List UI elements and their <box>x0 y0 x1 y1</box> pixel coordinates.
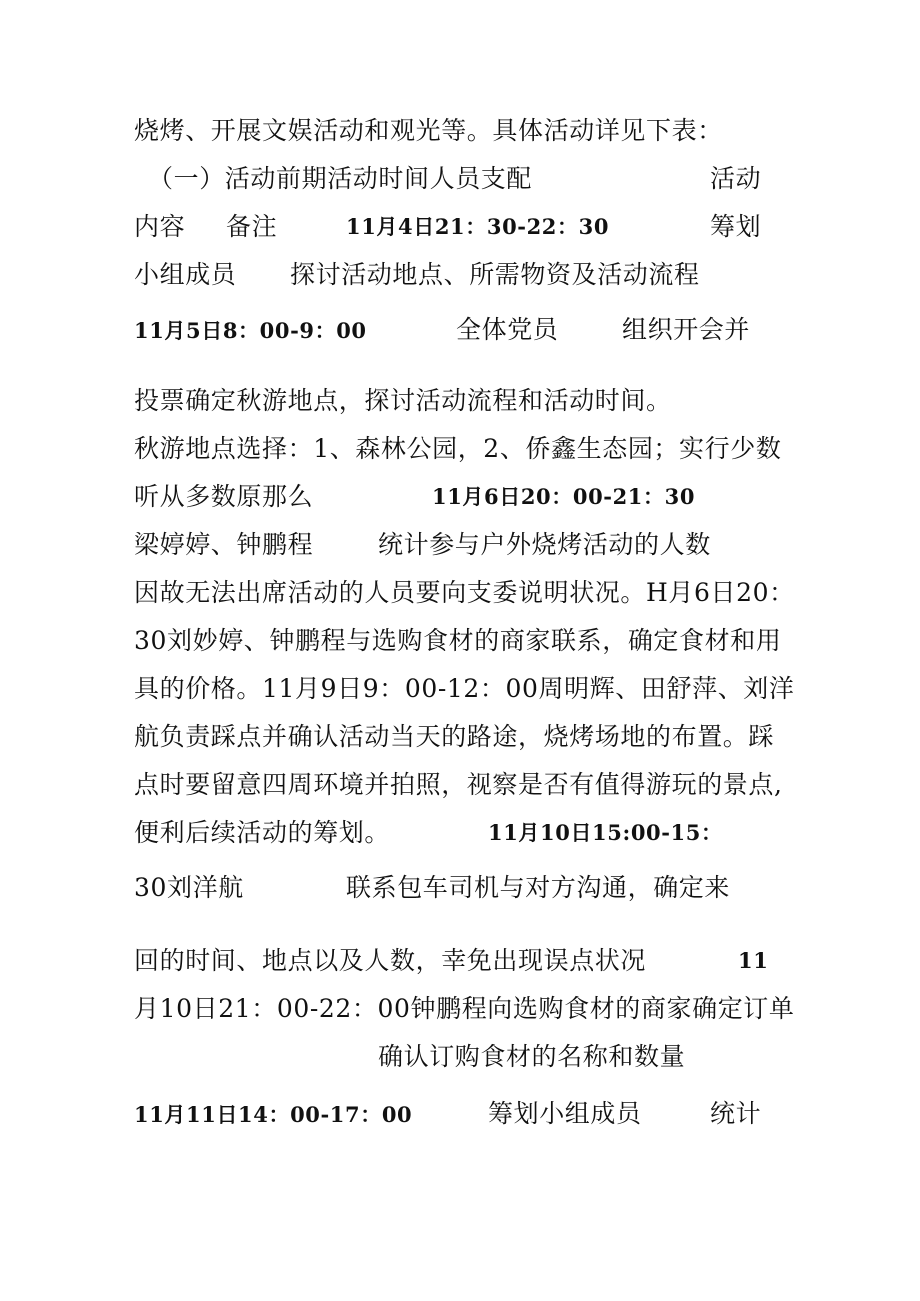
text-segment: 11 <box>738 948 769 973</box>
text-segment: 确认订购食材的名称和数量 <box>378 1042 686 1071</box>
text-segment: 统计 <box>710 1099 762 1128</box>
text-segment: 月10日21：00-22：00钟鹏程向选购食材的商家确定订单 <box>134 994 795 1023</box>
text-segment: 筹划 <box>710 212 762 241</box>
text-line-1 <box>134 114 723 148</box>
text-segment: 联系包车司机与对方沟通，确定来 <box>346 873 731 902</box>
text-segment: 回的时间、地点以及人数，幸免出现误点状况 <box>134 946 647 975</box>
text-line-13 <box>134 720 774 754</box>
time-range: 11月4日21：30-22：30 <box>346 214 610 239</box>
text-segment: 具的价格。11月9日9：00-12：00周明辉、田舒萍、刘洋 <box>134 674 795 703</box>
text-segment: 便利后续活动的筹划。 <box>134 818 391 847</box>
text-segment: 内容 <box>134 212 186 241</box>
text-segment: 探讨活动地点、所需物资及活动流程 <box>290 260 700 289</box>
text-segment: 因故无法出席活动的人员要向支委说明状况。H月6日20： <box>134 578 795 607</box>
text-segment: 30刘妙婷、钟鹏程与选购食材的商家联系，确定食材和用 <box>134 626 782 655</box>
text-line-17 <box>134 944 794 978</box>
text-line-14 <box>134 768 783 802</box>
text-segment: 秋游地点选择：1、森林公园，2、侨鑫生态园；实行少数 <box>134 434 782 463</box>
text-segment: 全体党员 <box>456 315 559 344</box>
text-segment: 梁婷婷、钟鹏程 <box>134 530 314 559</box>
text-segment: 组织开会并 <box>622 315 751 344</box>
time-range: 11月5日8：00-9：00 <box>134 318 367 343</box>
text-line-6 <box>134 384 672 418</box>
text-segment: 点时要留意四周环境并拍照，视察是否有值得游玩的景点, <box>134 770 783 799</box>
text-line-20 <box>134 1097 774 1132</box>
text-segment: 听从多数原那么 <box>134 482 314 511</box>
text-line-15 <box>134 816 774 850</box>
text-segment: 小组成员 <box>134 260 237 289</box>
text-line-8 <box>134 480 774 514</box>
time-range: 11月11日14：00-17：00 <box>134 1102 413 1127</box>
text-segment: 航负责踩点并确认活动当天的路途，烧烤场地的布置。踩 <box>134 722 775 751</box>
text-line-5 <box>134 313 774 348</box>
text-line-12 <box>134 672 795 706</box>
text-segment: 30刘洋航 <box>134 873 244 902</box>
text-line-18 <box>134 992 795 1026</box>
text-segment: 活动 <box>710 164 762 193</box>
text-line-16 <box>134 871 774 905</box>
text-line-10 <box>134 576 795 610</box>
text-segment: 备注 <box>226 212 278 241</box>
text-line-9 <box>134 528 774 562</box>
text-line-11 <box>134 624 781 658</box>
section-heading: （一）活动前期活动时间人员支配 <box>148 164 533 193</box>
text-line-3 <box>134 210 774 244</box>
text-segment: 投票确定秋游地点，探讨活动流程和活动时间。 <box>134 386 672 415</box>
time-range: 11月6日20：00-21：30 <box>432 484 696 509</box>
text-line-7 <box>134 432 781 466</box>
text-segment: 筹划小组成员 <box>488 1099 642 1128</box>
text-line-4 <box>134 258 774 292</box>
text-segment: 统计参与户外烧烤活动的人数 <box>378 530 711 559</box>
text-segment: 烧烤、开展文娱活动和观光等。具体活动详见下表： <box>134 116 723 145</box>
text-line-2 <box>134 162 774 196</box>
text-line-19 <box>378 1040 685 1074</box>
time-range: 11月10日15:00-15： <box>488 820 723 845</box>
